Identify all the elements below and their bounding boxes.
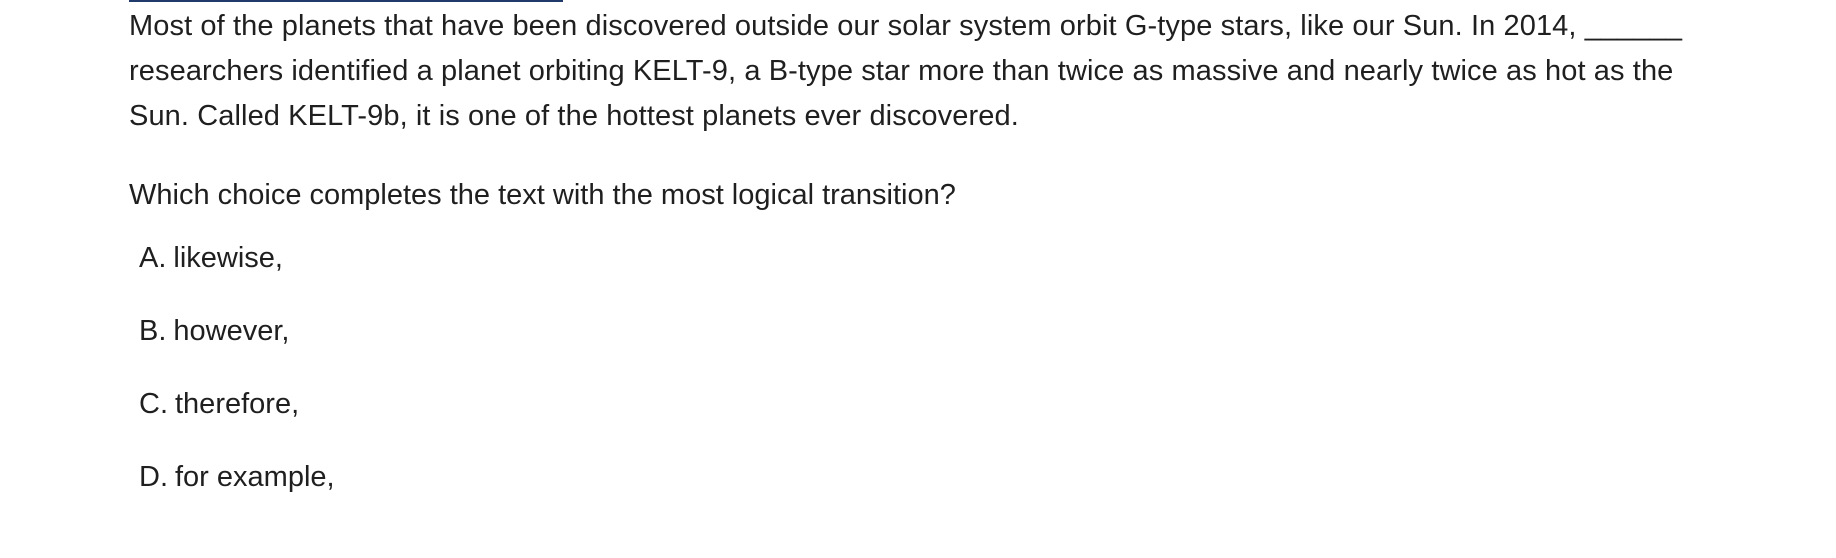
choice-label: therefore, — [175, 388, 300, 420]
question-prompt: Which choice completes the text with the most logical transition? — [129, 179, 956, 211]
choice-letter: B. — [139, 315, 167, 347]
choice-a[interactable] — [139, 236, 335, 281]
top-divider — [129, 0, 563, 2]
choice-c[interactable] — [139, 382, 335, 427]
choice-letter: A. — [139, 242, 167, 274]
choice-label: however, — [173, 315, 290, 347]
choice-label: likewise, — [173, 242, 283, 274]
answer-choices — [139, 236, 335, 528]
choice-d[interactable] — [139, 455, 335, 500]
choice-letter: D. — [139, 461, 168, 493]
passage-text: Most of the planets that have been discovered outside our solar system orbit G-type stars, like our Sun. In 2014, ______ researchers identified a planet orbiting KELT-9, a B-type star more than twice as massive and nearly twice as hot as the Sun. Called KELT-9b, it is one of the hottest planets ever discovered. — [129, 10, 1683, 132]
choice-label: for example, — [175, 461, 335, 493]
choice-b[interactable] — [139, 309, 335, 354]
choice-letter: C. — [139, 388, 168, 420]
